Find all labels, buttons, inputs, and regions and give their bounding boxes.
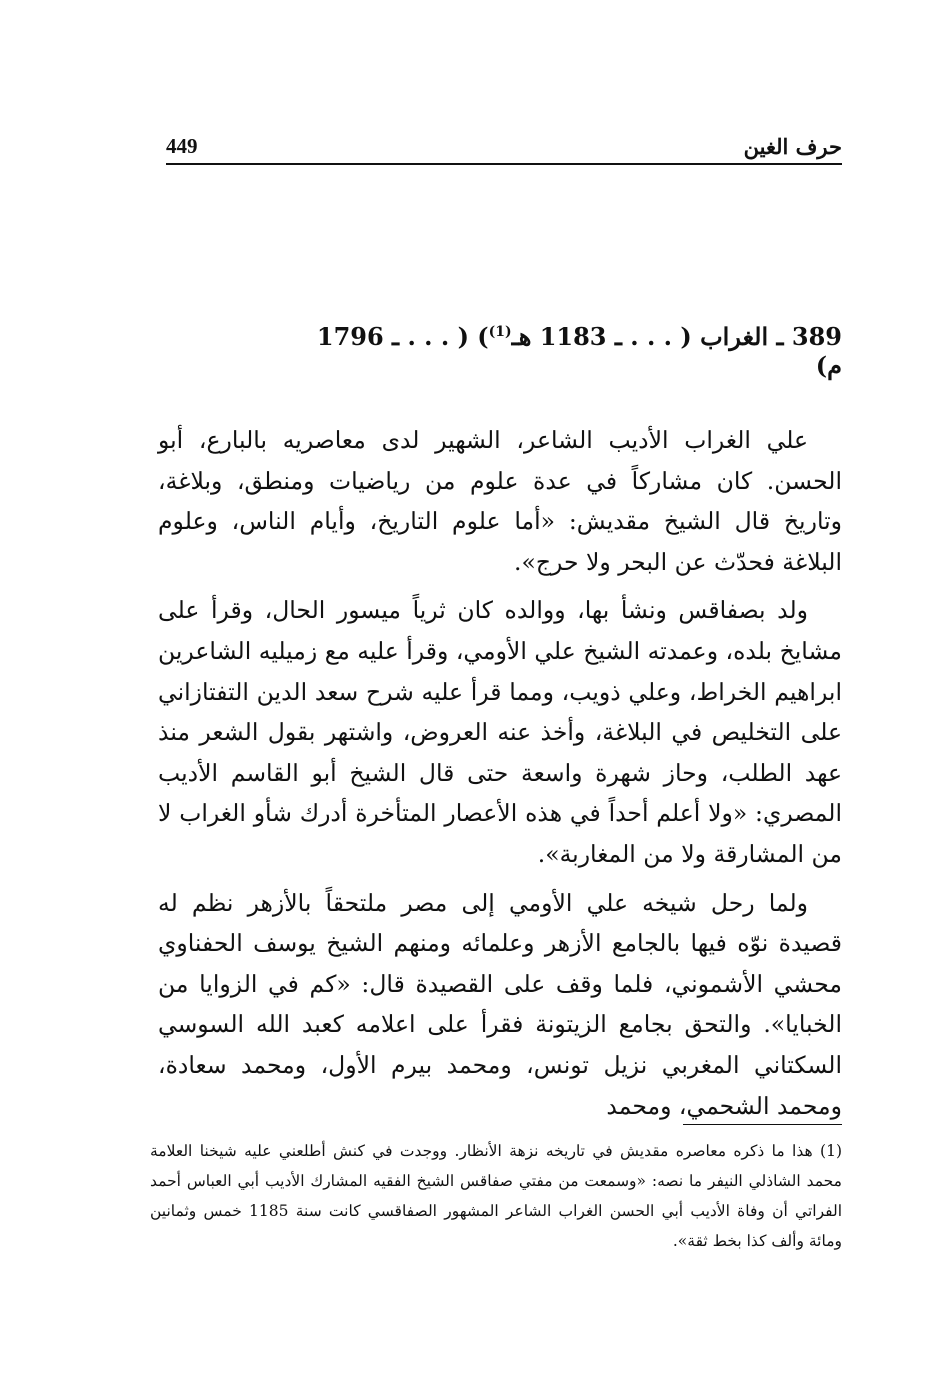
- footnote-text: (1) هذا ما ذكره معاصره مقديش في تاريخه نزهة الأنظار. ووجدت في كنش أطلعني عليه شيخنا العلامة محمد الشاذلي النيفر ما نصه: «وسمعت من مفتي صفاقس الشيخ الفقيه المشارك الأديب أبي العباس أحمد الفراتي أن وفاة الأديب أبي الحسن الغراب الشاعر المشهور الصفاقسي كانت سنة 1185 خمس وثمانين ومائة وألف كذا بخط ثقة».: [150, 1142, 843, 1250]
- footnote: [150, 1136, 842, 1256]
- page-number: 449: [166, 134, 198, 158]
- footnote-marker: (1): [488, 324, 512, 340]
- header-rule: [166, 163, 842, 165]
- entry-title: [300, 322, 842, 380]
- entry-body: [158, 420, 842, 1134]
- paragraph: ولما رحل شيخه علي الأومي إلى مصر ملتحقاً بالأزهر نظم له قصيدة نوّه فيها بالجامع الأزهر وعلمائه ومنهم الشيخ يوسف الحفناوي محشي الأشموني، فلما وقف على القصيدة قال: «كم في الزوايا من الخبايا». والتحق بجامع الزيتونة فقرأ على اعلامه كعبد الله السوسي السكتاني المغربي نزيل تونس، ومحمد بيرم الأول، ومحمد سعادة، ومحمد الشحمي، ومحمد: [158, 888, 842, 1120]
- entry-title-text: 389 ـ الغراب ( . . . ـ 1183 هـ: [511, 322, 842, 351]
- footnote-rule: [683, 1124, 842, 1125]
- paragraph: ولد بصفاقس ونشأ بها، ووالده كان ثرياً ميسور الحال، وقرأ على مشايخ بلده، وعمدته الشيخ علي الأومي، وقرأ عليه مع زميليه الشاعرين ابراهيم الخراط، وعلي ذويب، ومما قرأ عليه شرح سعد الدين التفتازاني على التخليص في البلاغة، وأخذ عنه العروض، واشتهر بقول الشعر منذ عهد الطلب، وحاز شهرة واسعة حتى قال الشيخ أبو القاسم الأديب المصري: «ولا أعلم أحداً في هذه الأعصار المتأخرة أدرك شأو الغراب لا من المشارقة ولا من المغاربة».: [158, 596, 842, 868]
- running-title: حرف الغين: [743, 134, 842, 159]
- paragraph: علي الغراب الأديب الشاعر، الشهير لدى معاصريه بالبارع، أبو الحسن. كان مشاركاً في عدة علوم من رياضيات ومنطق، وبلاغة، وتاريخ قال الشيخ مقديش: «أما علوم التاريخ، وأيام الناس، وعلوم البلاغة فحدّث عن البحر ولا حرج».: [158, 426, 842, 576]
- entry-title-dates: ) ( . . . ـ 1796 م): [316, 322, 842, 380]
- page-header: [166, 126, 842, 166]
